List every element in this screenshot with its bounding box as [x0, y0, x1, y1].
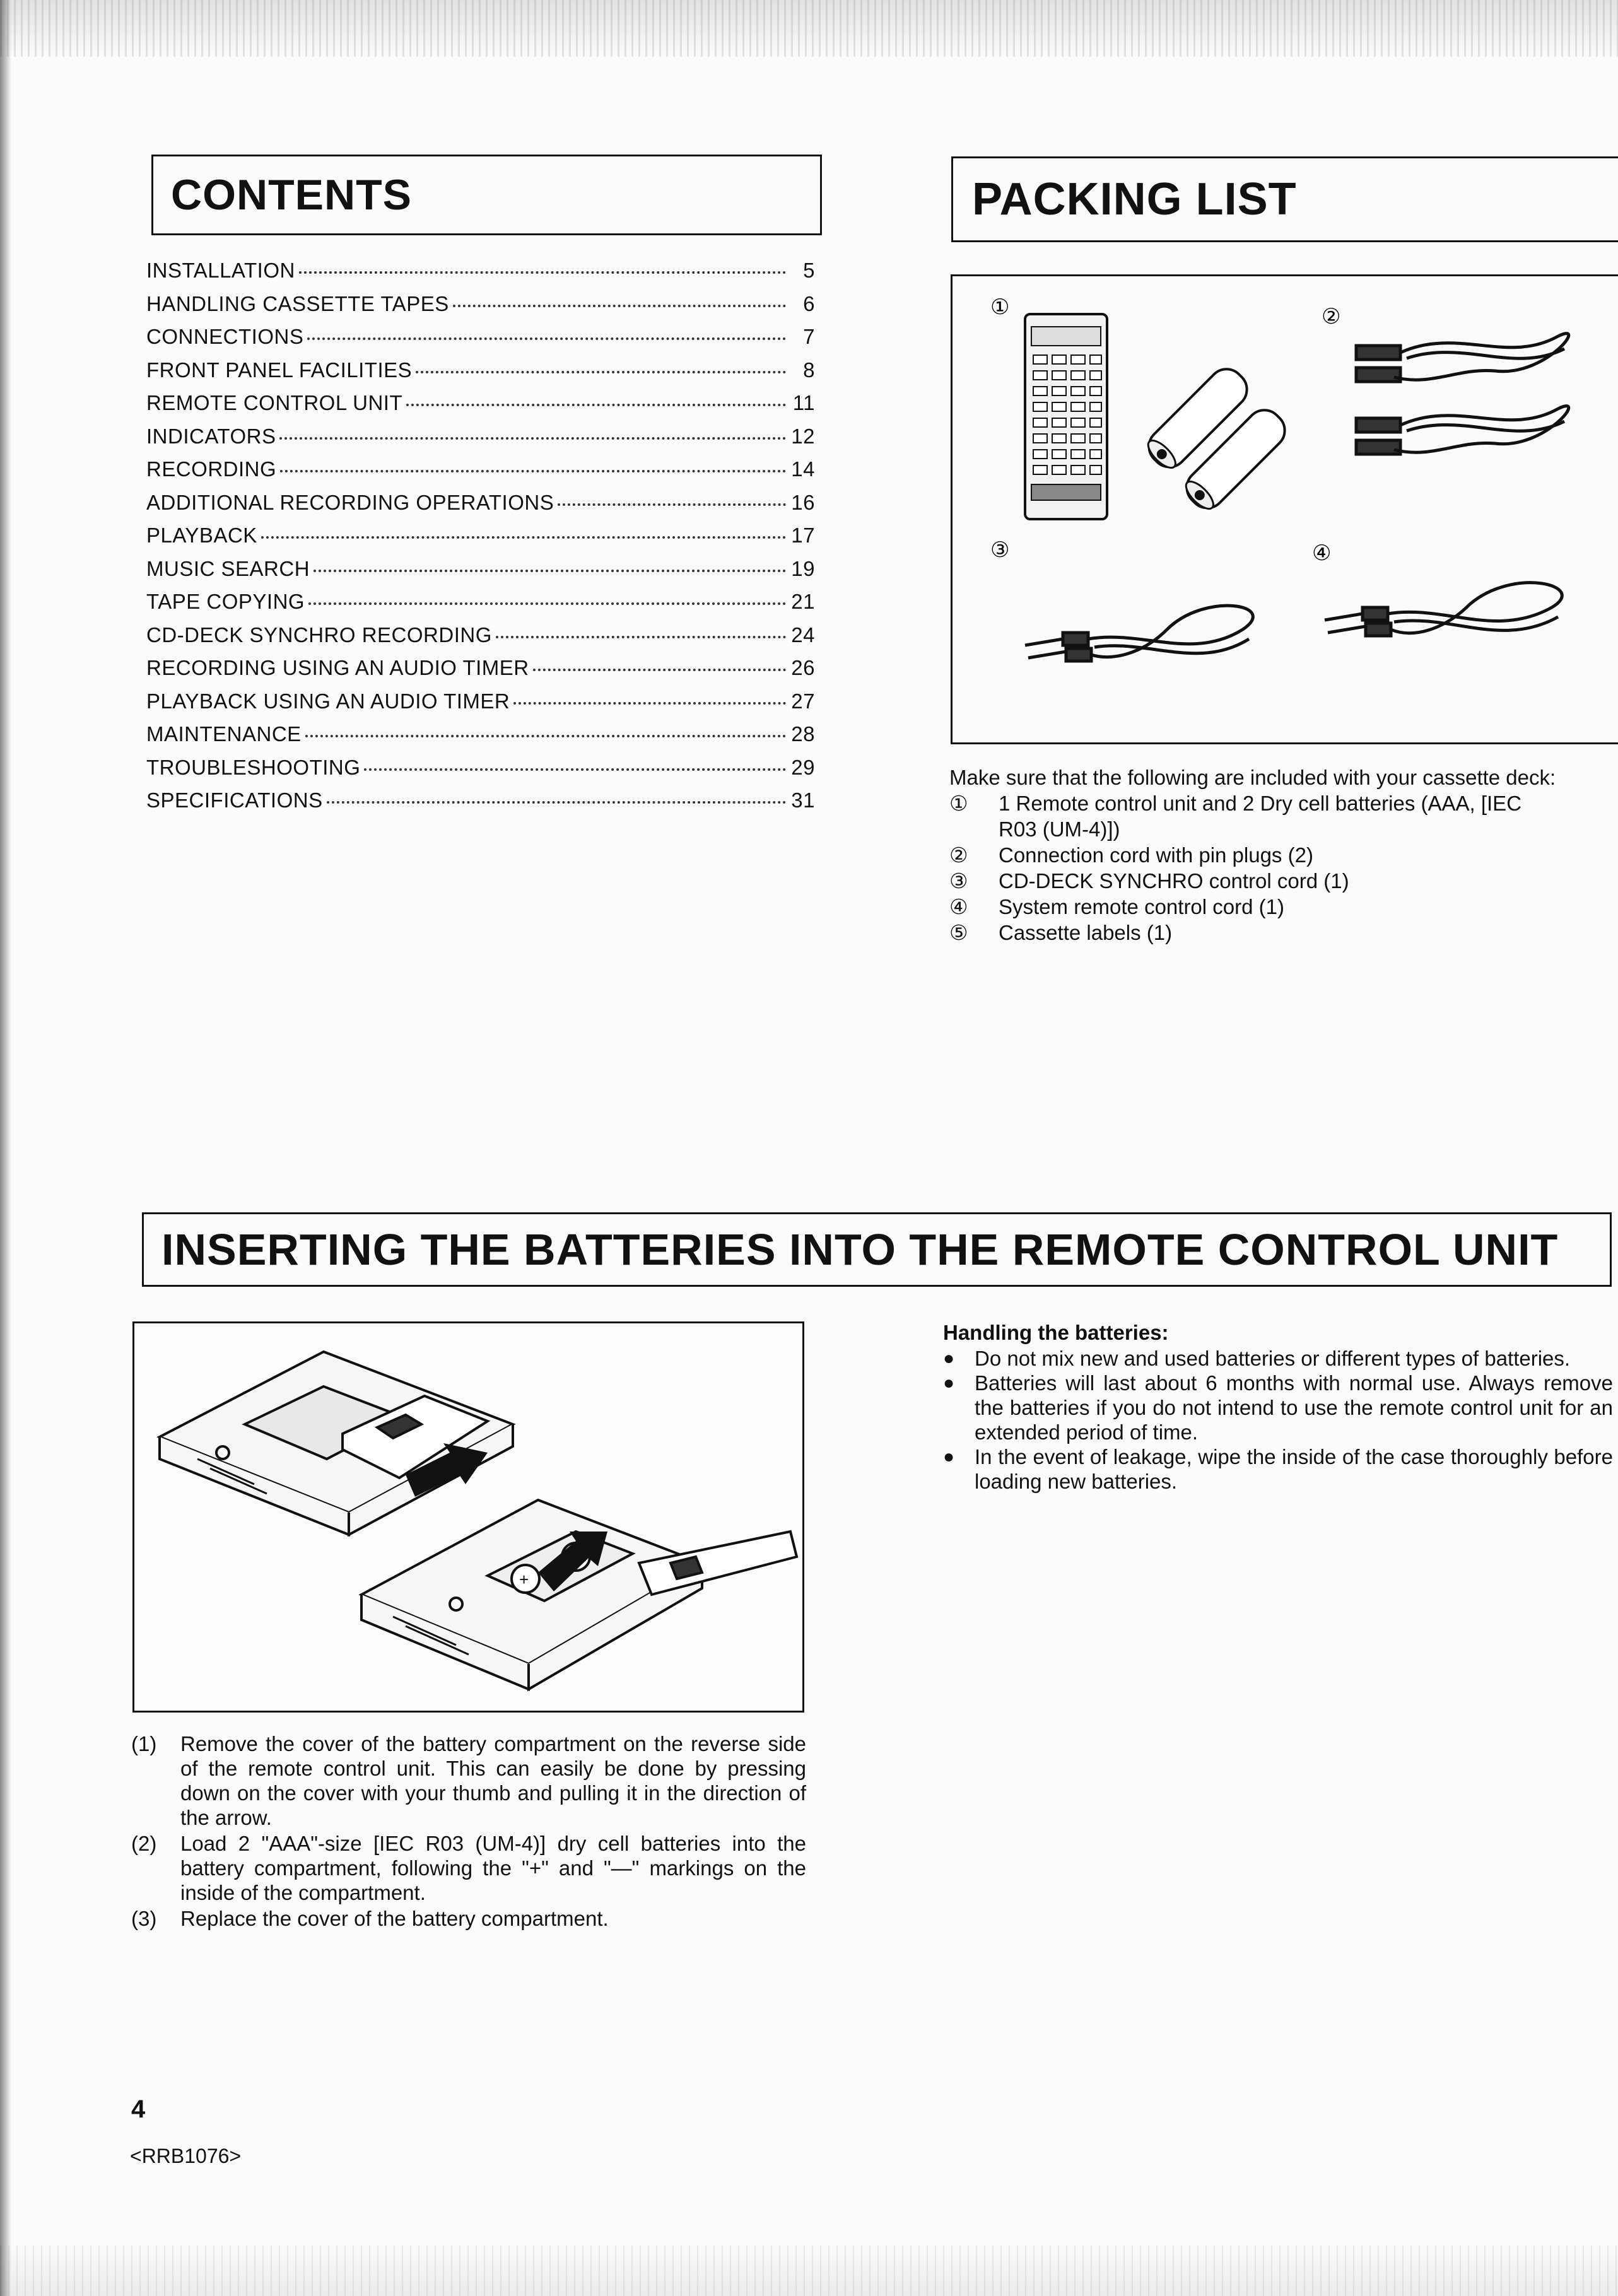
item-text: Connection cord with pin plugs (2)	[999, 843, 1313, 867]
toc-label: TROUBLESHOOTING	[146, 755, 361, 779]
bullet-icon: ●	[943, 1373, 955, 1393]
toc-entry[interactable]	[146, 788, 815, 822]
figure-marker-3: ③	[990, 538, 1010, 562]
item-text: Cassette labels (1)	[999, 921, 1173, 944]
page-number: 4	[131, 2095, 146, 2123]
toc-leader	[513, 702, 786, 705]
list-item	[949, 868, 1618, 894]
toc-entry[interactable]	[146, 259, 815, 292]
system-remote-cord-icon	[1325, 583, 1562, 636]
toc-label: TAPE COPYING	[146, 590, 305, 613]
batteries-heading	[142, 1212, 1612, 1287]
list-item	[949, 842, 1618, 868]
toc-entry[interactable]	[146, 557, 815, 590]
toc-page: 17	[791, 524, 815, 547]
bullet-text: Do not mix new and used batteries or different types of batteries.	[975, 1347, 1571, 1370]
handling-title: Handling the batteries:	[943, 1321, 1169, 1344]
scan-noise-bottom	[0, 2246, 1618, 2296]
toc-label: HANDLING CASSETTE TAPES	[146, 291, 449, 315]
bullet-icon: ●	[943, 1348, 955, 1369]
toc-leader	[308, 602, 786, 605]
battery-insertion-figure	[132, 1321, 804, 1713]
list-item	[131, 1831, 806, 1905]
toc-label: PLAYBACK USING AN AUDIO TIMER	[146, 689, 510, 713]
toc-leader	[533, 669, 786, 671]
toc-page: 28	[791, 722, 815, 746]
step-text: Load 2 "AAA"-size [IEC R03 (UM-4)] dry cell batteries into the battery compartment, following the "+" and "—" markings on the inside of the compartment.	[180, 1832, 806, 1904]
batteries-title: INSERTING THE BATTERIES INTO THE REMOTE CONTROL UNIT	[161, 1225, 1559, 1274]
toc-entry[interactable]	[146, 358, 815, 392]
toc-label: REMOTE CONTROL UNIT	[146, 391, 403, 414]
toc-page: 19	[791, 556, 815, 580]
figure-marker-2: ②	[1322, 305, 1341, 329]
toc-leader	[305, 735, 786, 737]
list-item	[949, 790, 1618, 816]
toc-label: PLAYBACK	[146, 524, 257, 547]
toc-entry[interactable]	[146, 292, 815, 325]
pin-plug-cord-icon	[1356, 334, 1569, 454]
toc-leader	[496, 636, 786, 638]
toc-page: 11	[792, 391, 815, 414]
toc-page: 27	[791, 689, 815, 713]
toc-label: CD-DECK SYNCHRO RECORDING	[146, 623, 492, 647]
toc-label: RECORDING USING AN AUDIO TIMER	[146, 656, 529, 679]
toc-leader	[416, 371, 786, 373]
svg-text:+: +	[519, 1570, 529, 1589]
scan-edge-left	[0, 0, 11, 2296]
bullet-text: Batteries will last about 6 months with normal use. Always remove the batteries if you do not intend to use the remote control unit for an extended period of time.	[975, 1371, 1613, 1444]
toc-page: 26	[791, 656, 815, 679]
toc-leader	[327, 801, 786, 804]
item-number: ②	[949, 843, 968, 867]
battery-steps	[131, 1731, 806, 1932]
item-number: ①	[949, 792, 968, 815]
toc-entry[interactable]	[146, 623, 815, 657]
packing-list-figure	[951, 274, 1618, 744]
document-code: <RRB1076>	[130, 2145, 242, 2167]
toc-entry[interactable]	[146, 756, 815, 789]
contents-heading	[151, 155, 822, 235]
toc-page: 24	[791, 623, 815, 647]
toc-leader	[558, 503, 786, 506]
packing-illustration	[953, 276, 1618, 746]
toc-leader	[307, 337, 786, 340]
toc-page: 16	[791, 490, 815, 514]
list-item	[943, 1444, 1613, 1494]
step-number: (1)	[131, 1732, 157, 1755]
item-text: 1 Remote control unit and 2 Dry cell batteries (AAA, [IEC	[999, 792, 1522, 815]
scan-noise-top	[0, 0, 1618, 57]
step-text: Replace the cover of the battery compartment.	[180, 1907, 609, 1930]
toc-leader	[261, 536, 786, 539]
item-text: CD-DECK SYNCHRO control cord (1)	[999, 869, 1349, 893]
toc-page: 7	[803, 325, 815, 348]
toc-page: 6	[803, 291, 815, 315]
toc-label: MAINTENANCE	[146, 722, 302, 746]
synchro-cord-icon	[1025, 606, 1253, 661]
toc-entry[interactable]	[146, 590, 815, 623]
toc-label: ADDITIONAL RECORDING OPERATIONS	[146, 490, 554, 514]
toc-label: INDICATORS	[146, 424, 276, 448]
list-item	[943, 1346, 1613, 1371]
toc-entry[interactable]	[146, 491, 815, 524]
figure-marker-4: ④	[1312, 541, 1332, 565]
toc-entry[interactable]	[146, 425, 815, 458]
remote-control-icon	[1025, 314, 1107, 519]
handling-batteries	[943, 1320, 1613, 1494]
toc-entry[interactable]	[146, 325, 815, 358]
list-item	[131, 1731, 806, 1830]
toc-entry[interactable]	[146, 524, 815, 557]
toc-entry[interactable]	[146, 457, 815, 491]
item-text: System remote control cord (1)	[999, 895, 1284, 918]
toc-label: MUSIC SEARCH	[146, 556, 310, 580]
toc-label: RECORDING	[146, 457, 277, 481]
step-number: (2)	[131, 1832, 157, 1855]
toc-label: SPECIFICATIONS	[146, 788, 323, 812]
toc-leader	[453, 305, 786, 307]
item-number: ⑤	[949, 921, 968, 944]
bullet-icon: ●	[943, 1446, 955, 1467]
packing-list-text	[949, 764, 1618, 946]
item-number: ④	[949, 895, 968, 918]
table-of-contents	[146, 259, 815, 822]
toc-page: 21	[791, 590, 815, 613]
toc-label: INSTALLATION	[146, 259, 295, 282]
toc-label: FRONT PANEL FACILITIES	[146, 358, 413, 382]
list-item	[949, 920, 1618, 946]
toc-entry[interactable]	[146, 689, 815, 723]
toc-entry[interactable]	[146, 722, 815, 756]
toc-leader	[364, 768, 786, 771]
toc-leader	[406, 404, 786, 406]
toc-page: 5	[803, 259, 815, 282]
item-number: ③	[949, 869, 968, 893]
list-item	[949, 894, 1618, 920]
packing-list-title: PACKING LIST	[972, 174, 1297, 225]
toc-page: 12	[791, 424, 815, 448]
toc-leader	[314, 570, 786, 572]
toc-page: 14	[791, 457, 815, 481]
item-text-continued: R03 (UM-4)])	[999, 817, 1120, 841]
toc-page: 29	[791, 755, 815, 779]
step-number: (3)	[131, 1907, 157, 1930]
list-item	[943, 1371, 1613, 1444]
contents-title: CONTENTS	[171, 171, 412, 219]
battery-icon	[1142, 362, 1292, 515]
packing-list-intro: Make sure that the following are included with your cassette deck:	[949, 766, 1556, 789]
toc-leader	[299, 271, 786, 274]
toc-leader	[280, 470, 786, 472]
packing-list-heading	[951, 156, 1618, 242]
toc-page: 31	[791, 788, 815, 812]
toc-leader	[279, 437, 786, 440]
remote-back-icon	[160, 1352, 513, 1535]
toc-entry[interactable]	[146, 656, 815, 689]
bullet-text: In the event of leakage, wipe the inside of the case thoroughly before loading new batteries.	[975, 1445, 1613, 1493]
toc-label: CONNECTIONS	[146, 325, 304, 348]
figure-marker-1: ①	[990, 295, 1010, 319]
battery-insertion-illustration	[134, 1323, 806, 1714]
step-text: Remove the cover of the battery compartment on the reverse side of the remote control unit. This can easily be done by pressing down on the cover with your thumb and pulling it in the direction of the arrow.	[180, 1732, 806, 1829]
toc-entry[interactable]	[146, 391, 815, 425]
toc-page: 8	[803, 358, 815, 382]
remote-open-icon	[361, 1500, 797, 1689]
list-item	[131, 1906, 806, 1931]
